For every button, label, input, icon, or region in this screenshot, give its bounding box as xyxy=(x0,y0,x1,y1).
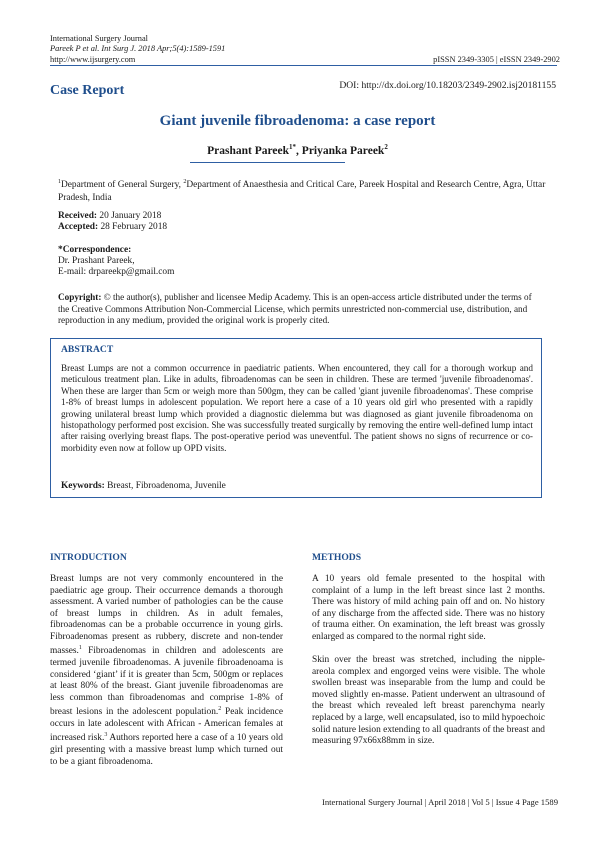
copyright-label: Copyright: xyxy=(58,292,102,302)
journal-url[interactable]: http://www.ijsurgery.com xyxy=(50,55,136,64)
text-run: Peak incidence occurs in late adolescent with African - American females at increased risk. xyxy=(50,707,283,744)
journal-name: International Surgery Journal xyxy=(50,34,148,43)
methods-paragraph: A 10 years old female presented to the hospital with complaint of a lump in the left breast since last 2 months. There was history of mild aching pain off and on. No history of any discharge from the affected side. There was no history of trauma either. On examination, the left breast was grossly enlarged as compared to the normal right side. xyxy=(312,574,545,642)
methods-heading: METHODS xyxy=(312,552,362,563)
correspondence xyxy=(58,245,174,278)
author-name: Priyanka Pareek xyxy=(301,144,385,157)
accepted-label: Accepted: xyxy=(58,222,99,232)
affiliation-mark: 1 xyxy=(58,179,61,185)
issn: pISSN 2349-3305 | eISSN 2349-2902 xyxy=(433,55,560,64)
affiliation-mark: 2 xyxy=(183,179,187,185)
accepted-date xyxy=(58,222,167,233)
methods-paragraph: Skin over the breast was stretched, including the nipple-areola complex and engorged veins were visible. The whole swollen breast was inseparable from the lump and could be moved slightly en-masse. Patient underwent an ultrasound of the breast which revealed left breast parenchyma nearly replaced by a large, well encapsulated, iso to mild hypoechoic solid nature lesion extending to all quadrants of the breast and measuring 97x66x88mm in size. xyxy=(312,655,545,747)
abstract-heading: ABSTRACT xyxy=(61,344,114,355)
reference-mark[interactable]: 3 xyxy=(104,732,108,739)
reference-mark[interactable]: 1 xyxy=(78,645,82,652)
article-type: Case Report xyxy=(50,83,125,98)
abstract-text: Breast Lumps are not a common occurrence in paediatric patients. When encountered, they call for a thorough workup and meticulous treatment plan. Like in adults, fibroadenomas can be seen in children. These are termed 'juvenile fibroadenomas'. When these are larger than 5cm or weigh more than 500gm, they can be called 'giant juvenile fibroadenomas'. These comprise 1-8% of breast lumps in adolescent population. We report here a case of a 10 years old girl who presented with a rapidly growing unilateral breast lump which provided a diagnostic dielemma but was diagnosed as giant juvenile fibroadenoma on histopathology performed post excision. She was successfully treated surgically by removing the entire well-defined lump intact after raising overlying breast flaps. The post-operative period was uneventful. The patient shows no signs of recurrence or co-morbidity even now at follow up OPD visits. xyxy=(61,363,533,453)
introduction-heading: INTRODUCTION xyxy=(50,552,127,563)
copyright-text: © the author(s), publisher and licensee Medip Academy. This is an open-access article distributed under the terms of the Creative Commons Attribution Non-Commercial License, which permits unrestricted non-commercial use, distribution, and reproduction in any medium, provided the original work is properly cited. xyxy=(58,292,532,325)
accepted-value: 28 February 2018 xyxy=(98,222,168,232)
affiliation-text: Department of Anaesthesia and Critical Care, Pareek Hospital and Research Centre, Agra, Uttar Pradesh, India xyxy=(58,180,546,204)
text-run: Fibroadenomas in children and adolescents are termed juvenile fibroadenomas. A juvenile fibroadenoama is considered ‘giant’ if it is greater than 5cm, 500gm or replaces at least 80% of the breast. Giant juvenile fibroadenomas are less common than fibroadenomas and comprise 1-8% of breast lesions in the adolescent population. xyxy=(50,646,283,718)
keywords-label: Keywords: xyxy=(61,481,105,491)
introduction-paragraph xyxy=(50,574,283,768)
methods-body xyxy=(312,574,545,760)
copyright-notice xyxy=(58,292,540,327)
keywords-value: Breast, Fibroadenoma, Juvenile xyxy=(104,481,226,491)
author-list xyxy=(0,143,595,157)
correspondence-email[interactable]: E-mail: drpareekp@gmail.com xyxy=(58,267,175,277)
text-run: Breast lumps are not very commonly encountered in the paediatric age group. Their occurrence demands a thorough assessment. A varied number of pathologies can be the cause of breast lumps in children. As in adult females, fibroadenomas can be a probable occurrence in young girls. Fibroadenomas present as rubbery, discrete and non-tender masses. xyxy=(50,574,283,657)
affiliation-text: Department of General Surgery, xyxy=(61,180,184,191)
received-value: 20 January 2018 xyxy=(97,211,162,221)
article-title: Giant juvenile fibroadenoma: a case report xyxy=(159,113,436,129)
author-affiliation-mark: 1* xyxy=(289,143,297,151)
keywords xyxy=(61,481,226,491)
article-dates xyxy=(58,211,167,233)
page-footer: International Surgery Journal | April 2018 | Vol 5 | Issue 4 Page 1589 xyxy=(322,797,558,807)
author-underline xyxy=(190,162,345,163)
reference-mark[interactable]: 2 xyxy=(218,706,222,713)
citation: Pareek P et al. Int Surg J. 2018 Apr;5(4):1589-1591 xyxy=(50,44,226,53)
received-date xyxy=(58,211,167,222)
received-label: Received: xyxy=(58,211,98,221)
doi-link[interactable]: DOI: http://dx.doi.org/10.18203/2349-2902.isj20181155 xyxy=(339,80,556,91)
affiliations xyxy=(58,176,548,205)
text-run: Authors reported here a case of a 10 years old girl presenting with a massive breast lump which turned out to be a giant fibroadenoma. xyxy=(50,733,283,767)
author-affiliation-mark: 2 xyxy=(384,143,388,151)
correspondence-label: *Correspondence: xyxy=(58,245,132,255)
correspondence-name: Dr. Prashant Pareek, xyxy=(58,256,135,266)
introduction-body xyxy=(50,574,283,780)
header-rule xyxy=(50,65,557,66)
author-separator: , xyxy=(296,144,302,157)
author-name: Prashant Pareek xyxy=(207,144,290,157)
